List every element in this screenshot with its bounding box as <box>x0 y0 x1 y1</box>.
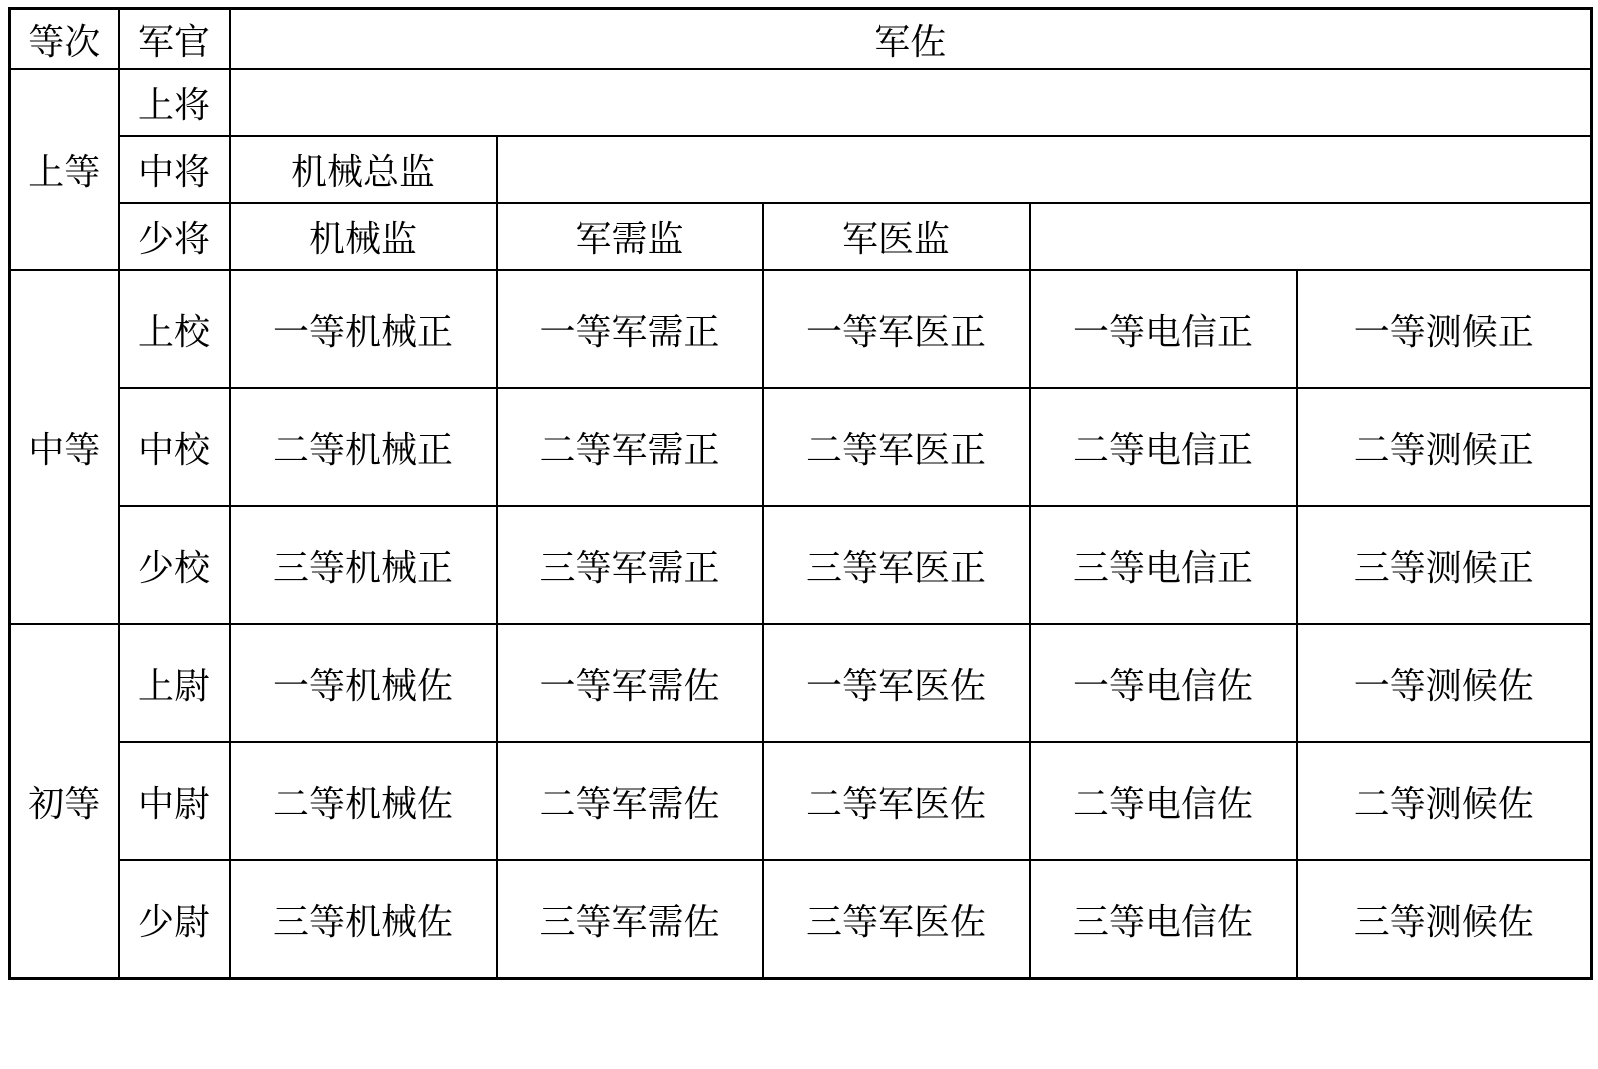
post-cell: 机械总监 <box>230 136 497 203</box>
post-cell: 一等军医佐 <box>763 624 1030 742</box>
post-cell: 二等机械佐 <box>230 742 497 860</box>
rank-cell: 中校 <box>119 388 230 506</box>
post-cell: 军医监 <box>763 203 1030 270</box>
empty-cell <box>230 69 1592 136</box>
post-cell: 一等测候佐 <box>1297 624 1592 742</box>
post-cell: 三等军需佐 <box>497 860 763 979</box>
post-cell: 二等测候正 <box>1297 388 1592 506</box>
table-row <box>10 270 1592 388</box>
post-cell: 三等电信佐 <box>1030 860 1297 979</box>
post-cell: 三等机械佐 <box>230 860 497 979</box>
rank-cell: 少尉 <box>119 860 230 979</box>
post-cell: 二等军需正 <box>497 388 763 506</box>
post-cell: 一等军医正 <box>763 270 1030 388</box>
rank-cell: 上校 <box>119 270 230 388</box>
post-cell: 一等军需正 <box>497 270 763 388</box>
post-cell: 二等军医佐 <box>763 742 1030 860</box>
table-row <box>10 203 1592 270</box>
post-cell: 一等机械佐 <box>230 624 497 742</box>
grade-cell-middle: 中等 <box>10 270 119 624</box>
post-cell: 三等测候佐 <box>1297 860 1592 979</box>
post-cell: 三等军医正 <box>763 506 1030 624</box>
header-grade: 等次 <box>10 9 119 70</box>
rank-cell: 中尉 <box>119 742 230 860</box>
table-row <box>10 136 1592 203</box>
table-row <box>10 624 1592 742</box>
rank-cell: 少将 <box>119 203 230 270</box>
rank-cell: 上将 <box>119 69 230 136</box>
post-cell: 一等电信佐 <box>1030 624 1297 742</box>
table-row <box>10 506 1592 624</box>
post-cell: 三等军需正 <box>497 506 763 624</box>
post-cell: 二等电信佐 <box>1030 742 1297 860</box>
rank-table <box>8 7 1593 980</box>
post-cell: 三等测候正 <box>1297 506 1592 624</box>
post-cell: 机械监 <box>230 203 497 270</box>
post-cell: 一等电信正 <box>1030 270 1297 388</box>
rank-cell: 中将 <box>119 136 230 203</box>
post-cell: 一等机械正 <box>230 270 497 388</box>
post-cell: 三等军医佐 <box>763 860 1030 979</box>
post-cell: 一等测候正 <box>1297 270 1592 388</box>
grade-cell-upper: 上等 <box>10 69 119 270</box>
post-cell: 一等军需佐 <box>497 624 763 742</box>
empty-cell <box>1030 203 1592 270</box>
post-cell: 二等军需佐 <box>497 742 763 860</box>
rank-cell: 上尉 <box>119 624 230 742</box>
header-officer: 军官 <box>119 9 230 70</box>
rank-cell: 少校 <box>119 506 230 624</box>
header-row <box>10 9 1592 70</box>
table-row <box>10 388 1592 506</box>
post-cell: 军需监 <box>497 203 763 270</box>
empty-cell <box>497 136 1592 203</box>
post-cell: 二等测候佐 <box>1297 742 1592 860</box>
table-row <box>10 742 1592 860</box>
post-cell: 二等电信正 <box>1030 388 1297 506</box>
grade-cell-lower: 初等 <box>10 624 119 979</box>
post-cell: 三等机械正 <box>230 506 497 624</box>
post-cell: 二等军医正 <box>763 388 1030 506</box>
post-cell: 三等电信正 <box>1030 506 1297 624</box>
table-row <box>10 69 1592 136</box>
header-assistant: 军佐 <box>230 9 1592 70</box>
table-row <box>10 860 1592 979</box>
post-cell: 二等机械正 <box>230 388 497 506</box>
